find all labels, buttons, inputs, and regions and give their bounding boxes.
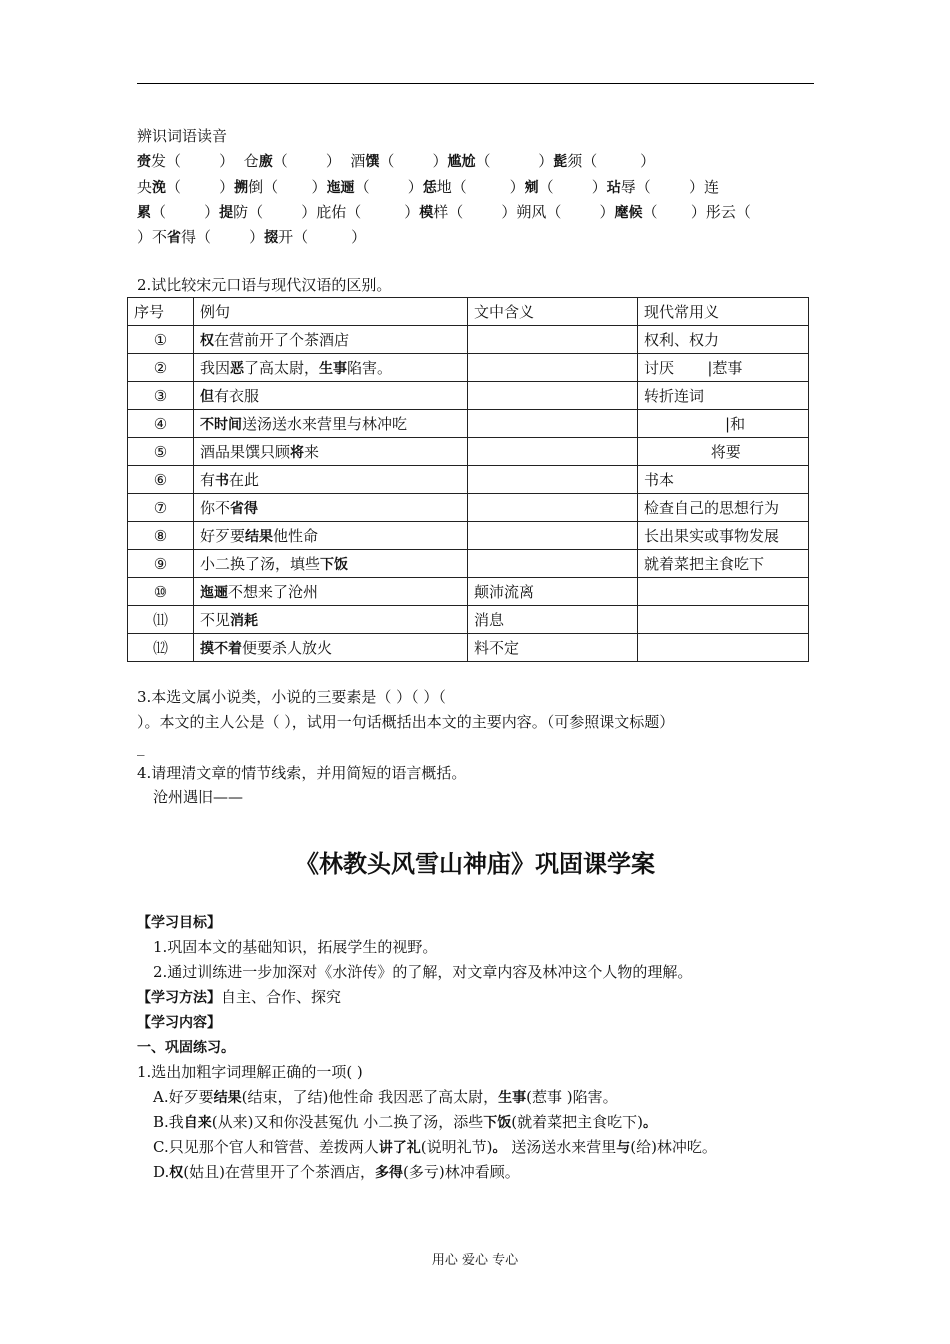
- example-sentence: [194, 494, 468, 522]
- header-label: 现代常用义: [644, 303, 720, 321]
- question1: 1.选出加粗字词理解正确的一项( ): [137, 1063, 363, 1081]
- target-word: 髭: [553, 154, 568, 170]
- text-meaning: 料不定: [468, 634, 638, 662]
- row-number: ⑾: [128, 606, 194, 634]
- option-d: [153, 1162, 520, 1183]
- opt-b-bold-1: 自来: [183, 1115, 212, 1131]
- opt-a-text-3: (惹事 )陷害。: [526, 1088, 618, 1106]
- modern-meaning: |和: [638, 410, 809, 438]
- page-footer: 用心 爱心 专心: [431, 1253, 519, 1268]
- opt-a-text-2: (结束，了结)他性命 我因恶了高太尉，: [241, 1088, 499, 1106]
- target-word: 廒: [258, 154, 273, 170]
- opt-c-bold-1: 讲了礼: [378, 1140, 421, 1156]
- text-meaning: [468, 494, 638, 522]
- table-row: [128, 466, 809, 494]
- bold-word: 不时间: [200, 417, 242, 433]
- row-number: ①: [128, 326, 194, 354]
- blank-text: 开（ ）: [278, 228, 367, 246]
- bold-word: 生事: [319, 361, 348, 377]
- method-line: [137, 987, 341, 1008]
- question3-line3: _: [137, 738, 145, 756]
- table-row: [128, 326, 809, 354]
- table-row: [128, 550, 809, 578]
- option-a: [153, 1087, 618, 1108]
- blank-text: 发（ ） 仓: [151, 152, 259, 170]
- row-number: ④: [128, 410, 194, 438]
- goal-label: [137, 912, 221, 933]
- target-word: 累: [137, 205, 151, 221]
- table-row: [128, 522, 809, 550]
- opt-d-bold-2: 多得: [374, 1165, 403, 1181]
- option-c: [153, 1137, 717, 1158]
- bold-word: 将: [290, 445, 305, 461]
- question3-line1: 3.本选文属小说类，小说的三要素是（ ）（ ）（: [137, 688, 446, 706]
- modern-meaning: 检查自己的思想行为: [638, 494, 809, 522]
- target-word: 麾候: [614, 205, 643, 221]
- part1-heading-text: 一、巩固练习。: [137, 1040, 235, 1056]
- pinyin-line-2: [137, 177, 719, 198]
- opt-b-text-3: (就着菜把主食吃下): [511, 1113, 643, 1131]
- example-sentence: [194, 410, 468, 438]
- modern-meaning: 书本: [638, 466, 809, 494]
- example-sentence: [194, 354, 468, 382]
- example-sentence: [194, 578, 468, 606]
- text-meaning: [468, 550, 638, 578]
- blank-text: 防（ ）庇佑（ ）: [233, 203, 420, 221]
- blank-text: 央: [137, 178, 153, 196]
- question3-line2: ）。本文的主人公是（ ），试用一句话概括出本文的主要内容。（可参照课文标题）: [137, 713, 675, 731]
- page-title: 《林教头风雪山神庙》巩固课学案: [295, 850, 655, 878]
- table-row: [128, 578, 809, 606]
- example-sentence: [194, 382, 468, 410]
- sentence-text: 在此: [229, 471, 260, 489]
- table-row: [128, 438, 809, 466]
- opt-b-text-2: (从来)又和你没甚冤仇 小二换了汤，添些: [211, 1113, 484, 1131]
- bold-word: 省得: [230, 501, 259, 517]
- goal-2: 2.通过训练进一步加深对《水浒传》的了解，对文章内容及林冲这个人物的理解。: [153, 963, 693, 981]
- sentence-text: 有: [200, 471, 216, 489]
- opt-a-text-1: A.好歹要: [153, 1088, 214, 1106]
- modern-meaning: [638, 634, 809, 662]
- text-meaning: [468, 354, 638, 382]
- text-meaning: [468, 438, 638, 466]
- blank-text: （ ）: [151, 203, 220, 221]
- target-word: 省: [167, 230, 182, 246]
- modern-meaning: [638, 578, 809, 606]
- table-row: [128, 606, 809, 634]
- blank-text: 须（ ）: [567, 152, 656, 170]
- opt-d-text-3: (多亏)林冲看顾。: [402, 1163, 520, 1181]
- blank-text: 辱（ ）连: [620, 178, 719, 196]
- blank-text: （ ）: [166, 178, 235, 196]
- text-meaning: [468, 466, 638, 494]
- sentence-text: 有衣服: [214, 387, 260, 405]
- row-number: ⑨: [128, 550, 194, 578]
- sentence-text: 不想来了沧州: [228, 583, 319, 601]
- target-word: 迤逦: [326, 180, 355, 196]
- content-label: [137, 1012, 221, 1033]
- sentence-text: 了高太尉，: [244, 359, 320, 377]
- opt-c-text-2: (说明礼节): [420, 1138, 493, 1156]
- sentence-text: 他性命: [273, 527, 319, 545]
- opt-b-bold-3: 。: [643, 1115, 657, 1131]
- table-header-row: [128, 298, 809, 326]
- modern-meaning: 权利、权力: [638, 326, 809, 354]
- goal-1: 1.巩固本文的基础知识，拓展学生的视野。: [153, 938, 438, 956]
- table-row: [128, 410, 809, 438]
- header-label: 序号: [134, 303, 165, 321]
- part1-heading: [137, 1037, 235, 1058]
- goal-label-text: 【学习目标】: [137, 915, 221, 931]
- header-label: 例句: [200, 303, 231, 321]
- modern-meaning: 转折连词: [638, 382, 809, 410]
- opt-c-text-4: (给)林冲吃。: [630, 1138, 717, 1156]
- target-word: 馔: [365, 154, 380, 170]
- row-number: ⑧: [128, 522, 194, 550]
- blank-text: （ ）: [538, 178, 607, 196]
- opt-a-bold-2: 生事: [498, 1090, 527, 1106]
- pinyin-line-4: [137, 227, 366, 248]
- blank-text: （ ）彤云（: [642, 203, 751, 221]
- opt-c-text-3: 送汤送水来营里: [506, 1138, 617, 1156]
- sentence-text: 好歹要: [200, 527, 246, 545]
- table-row: [128, 354, 809, 382]
- section1-heading: 辨识词语读音: [137, 127, 228, 145]
- row-number: ③: [128, 382, 194, 410]
- target-word: 剜: [524, 180, 539, 196]
- sentence-text: 不见: [200, 611, 231, 629]
- sentence-text: 酒品果馔只顾: [200, 443, 291, 461]
- sentence-text: 我因: [200, 359, 231, 377]
- opt-c-bold-3: 与: [616, 1140, 631, 1156]
- section2-heading: 2.试比较宋元口语与现代汉语的区别。: [137, 276, 392, 294]
- question4-line1: 4.请理清文章的情节线索，并用简短的语言概括。: [137, 764, 467, 782]
- bold-word: 恶: [230, 361, 245, 377]
- target-word: 搠: [234, 180, 249, 196]
- example-sentence: [194, 438, 468, 466]
- pinyin-line-1: [137, 151, 655, 172]
- table-header-cell: [128, 298, 194, 326]
- sentence-text: 在营前开了个茶酒店: [214, 331, 350, 349]
- table-row: [128, 382, 809, 410]
- target-word: 赍: [137, 154, 151, 170]
- text-meaning: 消息: [468, 606, 638, 634]
- comparison-table: [127, 297, 809, 662]
- sentence-text: 送汤送水来营里与林冲吃: [242, 415, 408, 433]
- example-sentence: [194, 466, 468, 494]
- method-label: 【学习方法】: [137, 990, 221, 1006]
- target-word: 恁: [422, 180, 437, 196]
- text-meaning: 颠沛流离: [468, 578, 638, 606]
- sentence-text: 小二换了汤，填些: [200, 555, 321, 573]
- example-sentence: [194, 326, 468, 354]
- sentence-text: 你不: [200, 499, 231, 517]
- opt-b-text-1: B.我: [153, 1113, 184, 1131]
- text-meaning: [468, 326, 638, 354]
- modern-meaning: 将要: [638, 438, 809, 466]
- table-row: [128, 634, 809, 662]
- table-row: [128, 494, 809, 522]
- pinyin-line-3: [137, 202, 751, 223]
- opt-c-bold-2: 。: [492, 1140, 507, 1156]
- table-header-cell: [194, 298, 468, 326]
- sentence-text: 便要杀人放火: [242, 639, 333, 657]
- text-meaning: [468, 382, 638, 410]
- row-number: ⑤: [128, 438, 194, 466]
- target-word: 掇: [264, 230, 279, 246]
- text-meaning: [468, 410, 638, 438]
- target-word: 浼: [152, 180, 167, 196]
- bold-word: 摸不着: [200, 641, 242, 657]
- opt-d-text-1: D.: [153, 1163, 170, 1181]
- blank-text: （ ）: [475, 152, 554, 170]
- blank-text: （ ）: [354, 178, 423, 196]
- row-number: ⑥: [128, 466, 194, 494]
- method-text: 自主、合作、探究: [221, 988, 342, 1006]
- row-number: ⑿: [128, 634, 194, 662]
- row-number: ②: [128, 354, 194, 382]
- sentence-text: 来: [304, 443, 320, 461]
- content-label-text: 【学习内容】: [137, 1015, 221, 1031]
- example-sentence: [194, 550, 468, 578]
- blank-text: 倒（ ）: [248, 178, 327, 196]
- sentence-text: 陷害。: [347, 359, 393, 377]
- opt-b-bold-2: 下饭: [483, 1115, 512, 1131]
- opt-d-text-2: (姑且)在营里开了个茶酒店，: [183, 1163, 375, 1181]
- blank-text: （ ）: [379, 152, 448, 170]
- example-sentence: [194, 522, 468, 550]
- example-sentence: [194, 634, 468, 662]
- row-number: ⑦: [128, 494, 194, 522]
- blank-text: 样（ ）朔风（ ）: [433, 203, 615, 221]
- bold-word: 权: [200, 333, 214, 349]
- bold-word: 但: [200, 389, 214, 405]
- table-header-cell: [638, 298, 809, 326]
- question4-line2: 沧州遇旧——: [153, 788, 244, 806]
- bold-word: 消耗: [230, 613, 259, 629]
- opt-a-bold-1: 结果: [213, 1090, 242, 1106]
- bold-word: 下饭: [320, 557, 349, 573]
- blank-text: 地（ ）: [436, 178, 525, 196]
- modern-meaning: 就着菜把主食吃下: [638, 550, 809, 578]
- bold-word: 迤逦: [200, 585, 228, 601]
- modern-meaning: 长出果实或事物发展: [638, 522, 809, 550]
- bold-word: 书: [215, 473, 230, 489]
- target-word: 提: [219, 205, 234, 221]
- opt-c-text-1: C.只见那个官人和管营、差拨两人: [153, 1138, 379, 1156]
- option-b: [153, 1112, 657, 1133]
- header-label: 文中含义: [474, 303, 535, 321]
- table-header-cell: [468, 298, 638, 326]
- modern-meaning: 讨厌 |惹事: [638, 354, 809, 382]
- blank-text: （ ） 酒: [272, 152, 366, 170]
- example-sentence: [194, 606, 468, 634]
- opt-d-bold-1: 权: [169, 1165, 184, 1181]
- blank-text: 得（ ）: [181, 228, 265, 246]
- text-meaning: [468, 522, 638, 550]
- target-word: 玷: [606, 180, 621, 196]
- row-number: ⑩: [128, 578, 194, 606]
- top-rule: [137, 83, 814, 84]
- target-word: 尴尬: [447, 154, 476, 170]
- blank-text: ）不: [137, 228, 168, 246]
- modern-meaning: [638, 606, 809, 634]
- target-word: 模: [419, 205, 434, 221]
- bold-word: 结果: [245, 529, 274, 545]
